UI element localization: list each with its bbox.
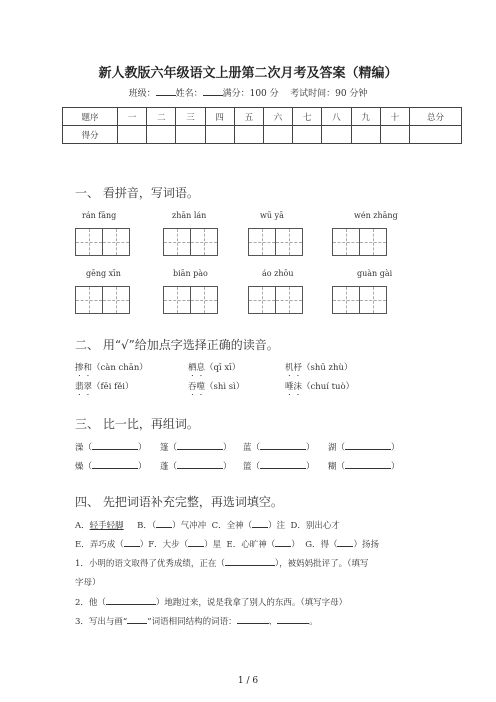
writing-grid[interactable] <box>332 286 386 315</box>
section3-heading: 三、 比一比，再组词。 <box>75 417 199 431</box>
reading-item: 机杼（shū zhù） <box>285 363 353 373</box>
idiom-blank[interactable] <box>252 519 268 528</box>
pinyin-4: wén zhāng <box>354 211 398 220</box>
idiom-blank[interactable] <box>188 538 204 547</box>
writing-grid[interactable] <box>163 228 217 257</box>
compare-item[interactable]: 湖（ ） <box>328 443 400 453</box>
reading-item: 吞噬（shì sì） <box>188 382 245 392</box>
idiom-blank[interactable] <box>275 538 291 547</box>
reading-item: 唾沫（chuí tuò） <box>285 382 355 392</box>
pinyin-2: zhān lán <box>172 211 207 220</box>
score-cell[interactable] <box>205 126 234 144</box>
score-value-row: 得分 <box>63 126 462 144</box>
idiom-line-2: E．弄巧成（ ）F．大步（ ）星 E．心旷神（ ） G．得（ ）扬扬 <box>75 540 379 550</box>
score-cell[interactable] <box>118 126 147 144</box>
exam-info: 班级： 姓名： 满分：100 分 考试时间：90 分钟 <box>128 89 368 99</box>
idiom-blank[interactable] <box>124 538 140 547</box>
name-blank <box>203 87 223 96</box>
reading-item: 翡翠（fēi fěi） <box>75 382 134 392</box>
compare-item[interactable]: 燥（ ） <box>75 462 147 472</box>
compare-item[interactable]: 澡（ ） <box>75 443 147 453</box>
score-cell[interactable] <box>293 126 322 144</box>
pinyin-5: gēng xīn <box>86 269 121 278</box>
question-3: 3．写出与画“ ”词语相同结构的词语： 、 。 <box>75 617 318 627</box>
answer-blank[interactable] <box>225 557 275 566</box>
answer-blank[interactable] <box>237 615 269 624</box>
page-number: 1 / 6 <box>237 676 259 686</box>
question-2: 2．他（ ）地跑过来，说是我拿了别人的东西。（填写字母） <box>75 598 348 608</box>
idiom-blank[interactable] <box>337 538 353 547</box>
pinyin-6: biān pào <box>173 269 208 278</box>
score-cell[interactable] <box>176 126 205 144</box>
score-total-cell[interactable] <box>410 126 462 144</box>
page-title: 新人教版六年级语文上册第二次月考及答案（精编） <box>98 66 398 81</box>
score-cell[interactable] <box>351 126 380 144</box>
idiom-blank[interactable] <box>156 519 172 528</box>
score-cell[interactable] <box>234 126 263 144</box>
score-cell[interactable] <box>322 126 351 144</box>
pinyin-1: rán fāng <box>82 211 117 220</box>
question-1-wrap: 字母） <box>75 578 101 588</box>
section1-heading: 一、 看拼音，写词语。 <box>75 186 199 200</box>
reading-item: 掺和（càn chān） <box>75 363 148 373</box>
pinyin-3: wū yā <box>260 211 284 220</box>
pinyin-7: áo zhōu <box>262 269 294 278</box>
answer-blank[interactable] <box>277 615 309 624</box>
score-cell[interactable] <box>263 126 292 144</box>
writing-grid[interactable] <box>332 228 386 257</box>
compare-item[interactable]: 蓬（ ） <box>160 462 232 472</box>
idiom-line-1: A．轻手轻脚 B．（ ）气冲冲 C．全神（ ）注 D．别出心才 <box>75 521 340 531</box>
writing-grid[interactable] <box>248 228 302 257</box>
section2-heading: 二、 用“√”给加点字选择正确的读音。 <box>75 338 279 352</box>
compare-item[interactable]: 蓝（ ） <box>243 443 315 453</box>
score-header-row: 题序 一 二 三 四 五 六 七 八 九 十 总分 <box>63 108 462 126</box>
reading-item: 栖息（qī xī） <box>188 363 241 373</box>
score-table <box>62 107 462 144</box>
writing-grid[interactable] <box>75 286 129 315</box>
answer-blank[interactable] <box>106 596 156 605</box>
class-blank <box>156 87 176 96</box>
writing-grid[interactable] <box>248 286 302 315</box>
question-1: 1．小明的语文取得了优秀成绩，正在（ ），被妈妈批评了。（填写 <box>75 559 369 569</box>
writing-grid[interactable] <box>75 228 129 257</box>
section4-heading: 四、 先把词语补充完整，再选词填空。 <box>75 495 283 509</box>
writing-grid[interactable] <box>163 286 217 315</box>
compare-item[interactable]: 糊（ ） <box>328 462 400 472</box>
compare-item[interactable]: 篮（ ） <box>243 462 315 472</box>
compare-item[interactable]: 篷（ ） <box>160 443 232 453</box>
pinyin-8: guàn gài <box>357 269 393 278</box>
score-cell[interactable] <box>147 126 176 144</box>
score-cell[interactable] <box>380 126 409 144</box>
